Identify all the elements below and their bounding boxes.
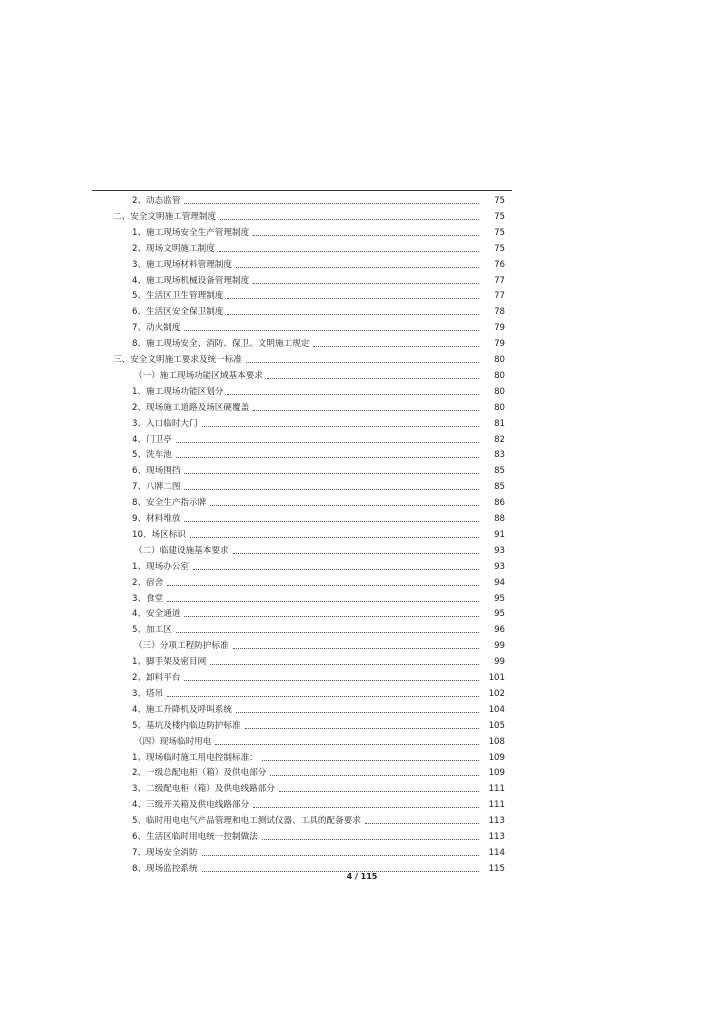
toc-leader-dots — [176, 632, 479, 633]
toc-entry-page: 108 — [488, 736, 505, 747]
toc-leader-dots — [236, 712, 479, 713]
toc-entry[interactable] — [132, 304, 505, 318]
toc-entry[interactable] — [132, 718, 505, 732]
toc-entry-page: 75 — [494, 211, 505, 222]
toc-entry-page: 76 — [494, 259, 505, 270]
toc-entry-label: 9、材料堆放 — [132, 514, 181, 524]
toc-entry-label: 4、门卫亭 — [132, 434, 172, 445]
toc-entry-page: 114 — [488, 847, 505, 858]
toc-leader-dots — [167, 585, 479, 586]
toc-entry[interactable] — [132, 559, 505, 573]
toc-leader-dots — [184, 489, 479, 490]
toc-leader-dots — [176, 457, 479, 458]
toc-entry-label: 2、一级总配电柜（箱）及供电部分 — [132, 768, 267, 779]
toc-entry[interactable] — [132, 527, 505, 541]
toc-entry-page: 80 — [494, 386, 505, 397]
toc-entry[interactable] — [134, 638, 505, 652]
toc-entry-page: 109 — [488, 768, 505, 779]
toc-entry[interactable] — [132, 575, 505, 589]
toc-entry[interactable] — [132, 781, 505, 795]
toc-entry-page: 111 — [488, 800, 505, 811]
toc-entry-label: 1、现场办公室 — [132, 561, 190, 572]
toc-entry[interactable] — [132, 511, 505, 525]
toc-entry-page: 81 — [494, 418, 505, 429]
toc-entry-page: 93 — [494, 561, 505, 572]
toc-leader-dots — [245, 728, 479, 729]
toc-entry[interactable] — [132, 320, 505, 334]
toc-entry[interactable] — [134, 368, 505, 382]
toc-leader-dots — [167, 696, 479, 697]
toc-entry-page: 94 — [494, 577, 505, 588]
toc-entry-label: 10、场区标识 — [132, 529, 186, 540]
toc-entry-page: 96 — [494, 625, 505, 636]
toc-entry-label: 8、现场监控系统 — [132, 863, 198, 874]
top-rule — [92, 190, 512, 191]
toc-entry[interactable] — [132, 479, 505, 493]
toc-entry-label: 2、宿舍 — [132, 577, 164, 588]
toc-entry[interactable] — [132, 765, 505, 779]
toc-entry-page: 101 — [488, 673, 505, 683]
toc-leader-dots — [262, 839, 479, 840]
toc-entry[interactable] — [132, 463, 505, 477]
toc-entry[interactable] — [132, 416, 505, 430]
toc-entry-page: 102 — [488, 688, 505, 699]
toc-leader-dots — [210, 505, 479, 506]
toc-leader-dots — [253, 283, 479, 284]
toc-entry-page: 86 — [494, 498, 505, 509]
toc-entry-label: 3、二级配电柜（箱）及供电线路部分 — [132, 784, 275, 795]
toc-entry-label: 3、施工现场材料管理制度 — [132, 259, 232, 270]
toc-entry[interactable] — [132, 400, 505, 414]
toc-entry[interactable] — [134, 734, 505, 748]
toc-entry-label: 3、入口临时大门 — [132, 418, 198, 429]
toc-entry-label: 5、临时用电电气产品管理和电工测试仪器、工具的配备要求 — [132, 816, 361, 827]
toc-entry-page: 79 — [494, 339, 505, 350]
toc-entry[interactable] — [134, 543, 505, 557]
toc-entry-page: 95 — [494, 609, 505, 620]
toc-leader-dots — [184, 203, 479, 204]
toc-leader-dots — [202, 855, 479, 856]
toc-entry-label: 4、施工现场机械设备管理制度 — [132, 275, 250, 286]
toc-entry[interactable] — [132, 750, 505, 764]
toc-leader-dots — [227, 394, 479, 395]
toc-entry-page: 80 — [494, 402, 505, 413]
toc-entry[interactable] — [132, 654, 505, 668]
toc-leader-dots — [193, 569, 479, 570]
toc-entry-label: 5、生活区卫生管理制度 — [132, 291, 224, 302]
toc-entry[interactable] — [113, 209, 505, 223]
toc-entry-page: 78 — [494, 307, 505, 318]
toc-entry-label: 4、三级开关箱及供电线路部分 — [132, 800, 250, 811]
toc-leader-dots — [176, 442, 479, 443]
toc-entry-page: 93 — [494, 545, 505, 556]
toc-entry[interactable] — [132, 813, 505, 827]
toc-leader-dots — [227, 314, 479, 315]
toc-entry-page: 77 — [494, 291, 505, 302]
toc-entry-label: 2、现场施工道路及场区硬覆盖 — [132, 402, 250, 413]
toc-entry-label: （三）分项工程防护标准 — [134, 641, 229, 652]
toc-entry[interactable] — [132, 829, 505, 843]
toc-entry[interactable] — [132, 241, 505, 255]
toc-entry-label: 5、基坑及楼内临边防护标准 — [132, 720, 241, 731]
toc-entry-page: 77 — [494, 275, 505, 286]
toc-leader-dots — [184, 680, 479, 681]
toc-entry-label: 6、生活区安全保卫制度 — [132, 307, 224, 318]
toc-leader-dots — [190, 537, 479, 538]
toc-entry-label: 4、安全通道 — [132, 609, 181, 620]
toc-leader-dots — [253, 807, 479, 808]
toc-entry-label: 8、安全生产指示牌 — [132, 498, 207, 509]
toc-leader-dots — [365, 823, 479, 824]
toc-entry[interactable] — [132, 797, 505, 811]
toc-entry-label: 二、安全文明施工管理制度 — [113, 211, 217, 222]
toc-leader-dots — [227, 298, 479, 299]
toc-entry[interactable] — [132, 288, 505, 302]
toc-leader-dots — [184, 616, 479, 617]
toc-leader-dots — [210, 664, 479, 665]
toc-entry[interactable] — [132, 384, 505, 398]
toc-entry-page: 85 — [494, 482, 505, 493]
toc-entry-page: 80 — [494, 370, 505, 381]
toc-leader-dots — [262, 760, 479, 761]
toc-leader-dots — [202, 426, 479, 427]
toc-entry-page: 75 — [494, 243, 505, 254]
toc-entry-page: 109 — [488, 752, 505, 763]
toc-entry[interactable] — [132, 622, 505, 636]
toc-entry-page: 99 — [494, 657, 505, 668]
toc-entry[interactable] — [132, 686, 505, 700]
toc-entry-page: 113 — [488, 832, 505, 842]
toc-entry-page: 80 — [494, 355, 505, 365]
toc-entry-page: 105 — [488, 720, 505, 731]
toc-entry-label: 三、安全文明施工要求及统一标准 — [113, 355, 242, 365]
toc-entry-label: 7、八牌二图 — [132, 482, 181, 493]
toc-leader-dots — [219, 251, 479, 252]
toc-leader-dots — [233, 648, 479, 649]
toc-entry-label: 3、食堂 — [132, 593, 164, 604]
toc-entry-label: 2、卸料平台 — [132, 673, 181, 683]
toc-leader-dots — [246, 362, 479, 363]
toc-leader-dots — [215, 744, 479, 745]
toc-leader-dots — [253, 410, 479, 411]
toc-entry-page: 111 — [488, 784, 505, 795]
toc-entry[interactable] — [132, 257, 505, 271]
toc-entry[interactable] — [132, 447, 505, 461]
toc-entry-page: 115 — [488, 863, 505, 874]
toc-entry-page: 83 — [494, 450, 505, 461]
toc-entry-label: 5、洗车池 — [132, 450, 172, 461]
toc-entry[interactable] — [132, 193, 505, 207]
toc-entry[interactable] — [132, 432, 505, 446]
toc-leader-dots — [184, 473, 479, 474]
toc-entry-label: 1、施工现场功能区划分 — [132, 386, 224, 397]
toc-leader-dots — [267, 378, 479, 379]
toc-leader-dots — [184, 330, 479, 331]
toc-entry[interactable] — [132, 495, 505, 509]
toc-leader-dots — [167, 601, 479, 602]
toc-entry[interactable] — [113, 352, 505, 366]
toc-entry-label: 1、施工现场安全生产管理制度 — [132, 227, 250, 238]
toc-entry-label: 6、生活区临时用电统一控制做法 — [132, 832, 258, 842]
toc-entry-page: 85 — [494, 466, 505, 477]
toc-entry[interactable] — [132, 273, 505, 287]
toc-entry[interactable] — [132, 606, 505, 620]
toc-entry-page: 75 — [494, 196, 505, 206]
toc-entry-page: 79 — [494, 323, 505, 334]
toc-entry-label: 3、塔吊 — [132, 688, 164, 699]
toc-leader-dots — [253, 235, 479, 236]
toc-entry-label: （二）临建设施基本要求 — [134, 545, 229, 556]
toc-entry-page: 104 — [488, 704, 505, 715]
toc-entry-page: 82 — [494, 434, 505, 445]
toc-entry[interactable] — [132, 591, 505, 605]
toc-entry-label: （一）施工现场功能区域基本要求 — [134, 370, 263, 381]
toc-entry-label: 7、现场安全消防 — [132, 847, 198, 858]
toc-entry-page: 95 — [494, 593, 505, 604]
toc-leader-dots — [270, 775, 479, 776]
toc-entry-label: 7、动火制度 — [132, 323, 181, 334]
toc-entry-page: 88 — [494, 514, 505, 524]
toc-entry-page: 99 — [494, 641, 505, 652]
toc-entry[interactable] — [132, 670, 505, 684]
toc-entry-label: 4、施工升降机及呼叫系统 — [132, 704, 232, 715]
toc-entry-label: （四）现场临时用电 — [134, 736, 212, 747]
toc-entry-label: 1、脚手架及密目网 — [132, 657, 207, 668]
toc-entry[interactable] — [132, 702, 505, 716]
toc-leader-dots — [279, 791, 479, 792]
page-indicator: 4 / 115 — [346, 872, 378, 881]
toc-entry[interactable] — [132, 225, 505, 239]
toc-leader-dots — [236, 267, 479, 268]
toc-entry-label: 8、施工现场安全、消防、保卫、文明施工规定 — [132, 339, 310, 350]
toc-leader-dots — [313, 346, 479, 347]
toc-entry-label: 1、现场临时施工用电控制标准： — [132, 752, 258, 763]
toc-entry[interactable] — [132, 845, 505, 859]
toc-leader-dots — [233, 553, 479, 554]
toc-entry-page: 91 — [494, 529, 505, 540]
toc-entry-label: 2、动态监管 — [132, 196, 181, 206]
toc-entry-label: 5、加工区 — [132, 625, 172, 636]
toc-entry-label: 6、现场围挡 — [132, 466, 181, 477]
toc-entry-page: 113 — [488, 816, 505, 827]
toc-entry[interactable] — [132, 336, 505, 350]
toc-leader-dots — [220, 219, 479, 220]
toc-leader-dots — [184, 521, 479, 522]
toc-entry-label: 2、现场文明施工制度 — [132, 243, 215, 254]
toc-entry-page: 75 — [494, 227, 505, 238]
